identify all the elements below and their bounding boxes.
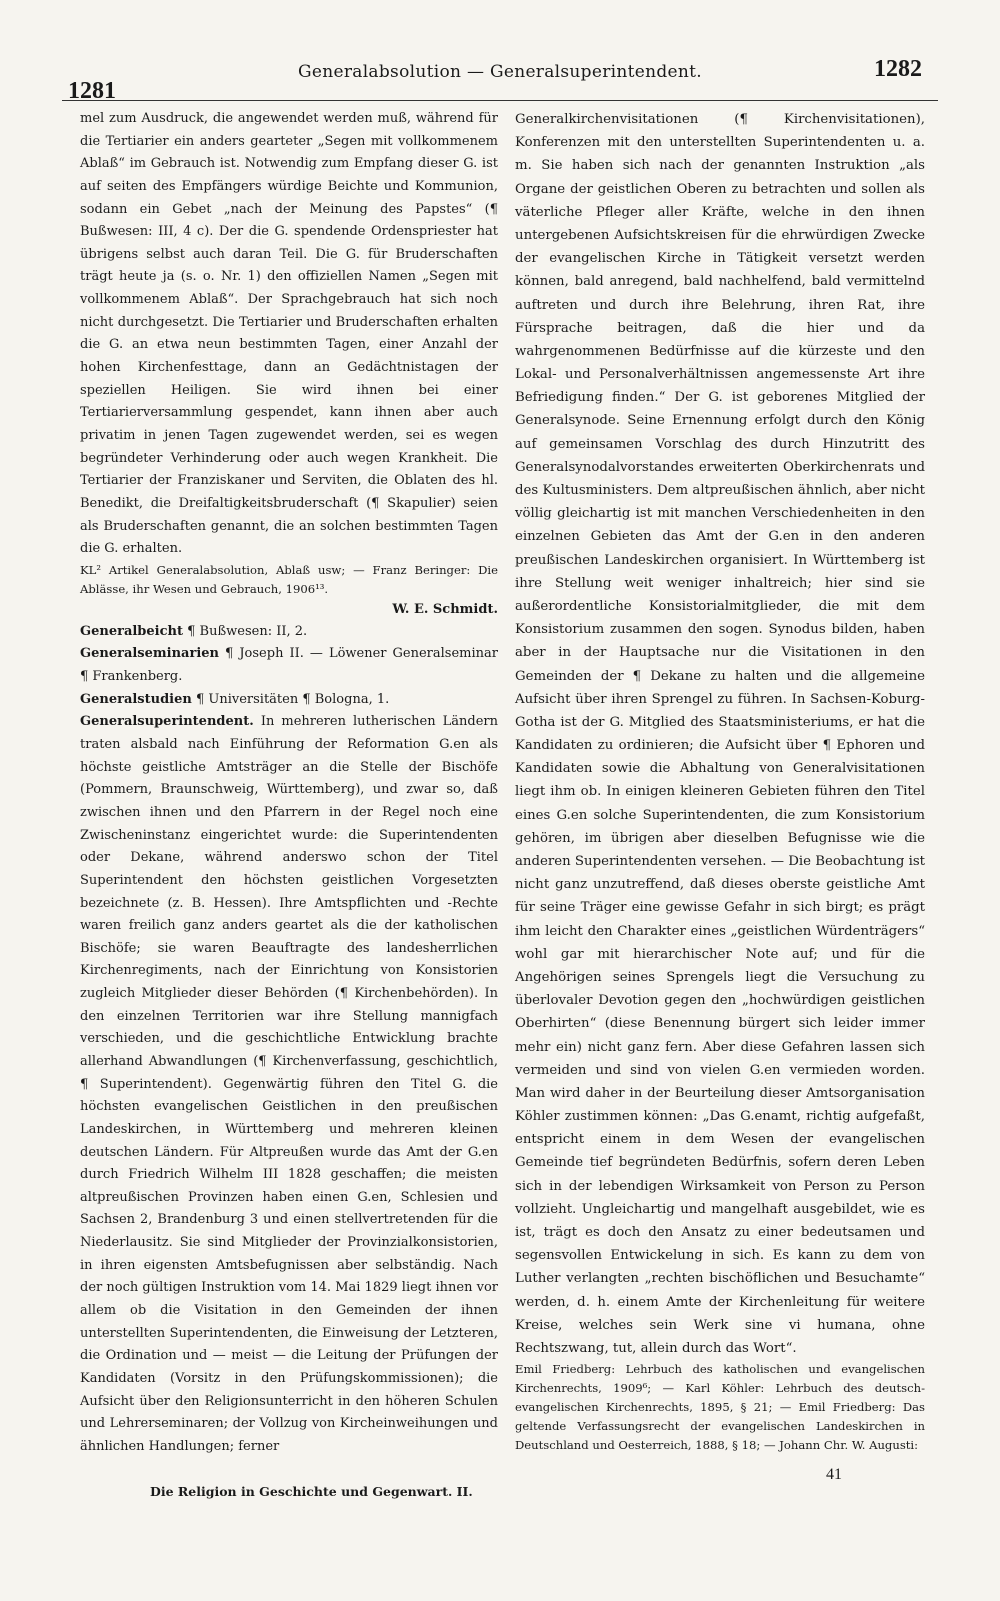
left-paragraph: mel zum Ausdruck, die angewendet werden muß, während für die Tertiarier ein anders gearteter „Segen mit vollkommenem Ablaß“ im Gebrauch ist. Notwendig zum Empfang dieser G. ist auf seiten des Empfängers würdige Beichte und Kommunion, sodann ein Gebet „nach der Meinung des Papstes“ (¶ Bußwesen: III, 4 c). Der die G. spendende Ordenspriester hat übrigens selbst auch daran Teil. Die G. für Bruderschaften trägt heute ja (s. o. Nr. 1) den offiziellen Namen „Segen mit vollkommenem Ablaß“. Der Sprachgebrauch hat sich noch nicht durchgesetzt. Die Tertiarier und Bruderschaften erhalten die G. an etwa neun bestimmten Tagen, einer Anzahl der hohen Kirchenfesttage, dann an Gedächtnistagen der speziellen Heiligen. Sie wird ihnen bei einer Tertiarierversammlung gespendet, kann ihnen aber auch privatim in jenen Tagen zugewendet werden, sei es wegen begründeter Verhinderung oder auch wegen Krankheit. Die Tertiarier der Franziskaner und Serviten, die Oblaten des hl. Benedikt, die Dreifaltigkeitsbruderschaft (¶ Skapulier) seien als Bruderschaften genannt, die an solchen bestimmten Tagen die G. erhalten. [80, 111, 498, 557]
entry-headword: Generalbeicht [80, 623, 183, 639]
page-header [60, 50, 940, 102]
page-number-right: 1282 [874, 56, 922, 82]
page-number-left: 1281 [68, 78, 116, 104]
entry-headword: Generalstudien [80, 691, 192, 707]
left-column [80, 108, 498, 1459]
entry-headword: Generalsuperintendent. [80, 714, 254, 730]
header-rule [62, 100, 938, 101]
running-title: Generalabsolution — Generalsuperintendent. [297, 62, 702, 82]
right-paragraph: Generalkirchenvisitationen (¶ Kirchenvisitationen), Konferenzen mit den unterstellten Superintendenten u. a. m. Sie haben sich nach der genannten Instruktion „als Organe der geistlichen Oberen zu betrachten und sollen als väterliche Pfleger aller Kräfte, welche in den ihnen untergebenen Aufsichtskreisen für die ehrwürdigen Zwecke der evangelischen Kirche in Tätigkeit versetzt werden können, bald anregend, bald nachhelfend, bald vermittelnd auftreten und durch ihre Belehrung, ihren Rat, ihre Fürsprache beitragen, daß die hier und da wahrgenommenen Bedürfnisse auf die kürzeste und den Lokal- und Personalverhältnissen angemessenste Art ihre Befriedigung finden.“ Der G. ist geborenes Mitglied der Generalsynode. Seine Ernennung erfolgt durch den König auf gemeinsamen Vorschlag des durch Hinzutritt des Generalsynodalvorstandes erweiterten Oberkirchenrats und des Kultusministers. Dem altpreußischen ähnlich, aber nicht völlig gleichartig ist mit manchen Verschiedenheiten in den einzelnen Gebieten das Amt der G.en in den anderen preußischen Landeskirchen organisiert. In Württemberg ist ihre Stellung weit weniger inhaltreich; hier sind sie außerordentliche Konsistorialmitglieder, die mit dem Konsistorium zusammen den sogen. Synodus bilden, haben aber in der Hauptsache nur die Visitationen in den Gemeinden der ¶ Dekane zu halten und die allgemeine Aufsicht über ihren Sprengel zu führen. In Sachsen-Koburg-Gotha ist der G. Mitglied des Staatsministeriums, er hat die Kandidaten zu ordinieren; die Aufsicht über ¶ Ephoren und Kandidaten sowie die Abhaltung von Generalvisitationen liegt ihm ob. In einigen kleineren Gebieten führen den Titel eines G.en solche Superintendenten, die zum Konsistorium gehören, im übrigen aber dieselben Befugnisse wie die anderen Superintendenten versehen. — Die Beobachtung ist nicht ganz unzutreffend, daß dieses oberste geistliche Amt für seine Träger eine gewisse Gefahr in sich birgt; es prägt ihm leicht den Charakter eines „geistlichen Würdenträgers“ wohl gar mit hierarchischer Note auf; und für die Angehörigen seines Sprengels liegt die Versuchung zu überlovaler Devotion gegen den „hochwürdigen geistlichen Oberhirten“ (diese Benennung bürgert sich leider immer mehr ein) nicht ganz fern. Aber diese Gefahren lassen sich vermeiden und sind von vielen G.en vermieden worden. Man wird daher in der Beurteilung dieser Amtsorganisation Köhler zustimmen können: „Das G.enamt, richtig aufgefaßt, entspricht einem in dem Wesen der evangelischen Gemeinde tief begründeten Bedürfnis, sofern deren Leben sich in der lebendigen Wirksamkeit von Person zu Person vollzieht. Ungleichartig und mangelhaft ausgebildet, wie es ist, trägt es doch den Ansatz zu einer bedeutsamen und segensvollen Entwickelung in sich. Es kann zu dem von Luther verlangten „rechten bischöflichen und Besuchamte“ werden, d. h. einem Amte der Kirchenleitung für weitere Kreise, welches sein Werk sine vi humana, ohne Rechtszwang, tut, allein durch das Wort“. [515, 112, 925, 1356]
entry-generalbeicht [80, 621, 498, 644]
entry-generalstudien [80, 689, 498, 712]
entry-generalseminarien [80, 643, 498, 688]
entry-text: ¶ Bußwesen: II, 2. [187, 623, 308, 639]
right-column [515, 108, 925, 1455]
left-literature: KL² Artikel Generalabsolution, Ablaß usw; — Franz Beringer: Die Ablässe, ihr Wesen und Gebrauch, 1906¹³. [80, 562, 498, 596]
entry-text: ¶ Joseph II. — Löwener Generalseminar ¶ Frankenberg. [80, 646, 498, 685]
right-literature: Emil Friedberg: Lehrbuch des katholischen und evangelischen Kirchenrechts, 1909⁶; — Karl Köhler: Lehrbuch des deutsch-evangelischen Kirchenrechts, 1895, § 21; — Emil Friedberg: Das geltende Verfassungsrecht der evangelischen Landeskirchen in Deutschland und Oesterreich, 1888, § 18; — Johann Chr. W. Augusti: [515, 1362, 925, 1453]
author-signature: W. E. Schmidt. [392, 601, 498, 617]
signature-mark: 41 [826, 1466, 842, 1483]
entry-generalsuperintendent [80, 711, 498, 1458]
entry-text: In mehreren lutherischen Ländern traten alsbald nach Einführung der Reformation G.en als höchste geistliche Amtsträger an die Stelle der Bischöfe (Pommern, Braunschweig, Württemberg), und zwar so, daß zwischen ihnen und den Pfarrern in der Regel noch eine Zwischeninstanz eingerichtet wurde: die Superintendenten oder Dekane, während anderswo schon der Titel Superintendent den höchsten geistlichen Vorgesetzten bezeichnete (z. B. Hessen). Ihre Amtspflichten und -Rechte waren freilich ganz anders geartet als die der katholischen Bischöfe; sie waren Beauftragte des landesherrlichen Kirchenregiments, nach der Einrichtung von Konsistorien zugleich Mitglieder dieser Behörden (¶ Kirchenbehörden). In den einzelnen Territorien war ihre Stellung mannigfach verschieden, und die geschichtliche Entwicklung brachte allerhand Abwandlungen (¶ Kirchenverfassung, geschichtlich, ¶ Superintendent). Gegenwärtig führen den Titel G. die höchsten evangelischen Geistlichen in den preußischen Landeskirchen, in Württemberg und mehreren kleinen deutschen Ländern. Für Altpreußen wurde das Amt der G.en durch Friedrich Wilhelm III 1828 geschaffen; die meisten altpreußischen Provinzen haben einen G.en, Schlesien und Sachsen 2, Brandenburg 3 und einen stellvertretenden für die Niederlausitz. Sie sind Mitglieder der Provinzialkonsistorien, in ihren eigensten Amtsbefugnissen aber selbständig. Nach der noch gültigen Instruktion vom 14. Mai 1829 liegt ihnen vor allem ob die Visitation in den Gemeinden der ihnen unterstellten Superintendenten, die Einweisung der Letzteren, die Ordination und — meist — die Leitung der Prüfungen der Kandidaten (Vorsitz in den Prüfungskommissionen); die Aufsicht über den Religionsunterricht in den höheren Schulen und Lehrerseminaren; der Vollzug von Kircheinweihungen und ähnlichen Handlungen; ferner [80, 714, 498, 1454]
footer-title: Die Religion in Geschichte und Gegenwart. II. [150, 1484, 473, 1499]
entry-text: ¶ Universitäten ¶ Bologna, 1. [195, 691, 390, 707]
entry-headword: Generalseminarien [80, 646, 219, 662]
